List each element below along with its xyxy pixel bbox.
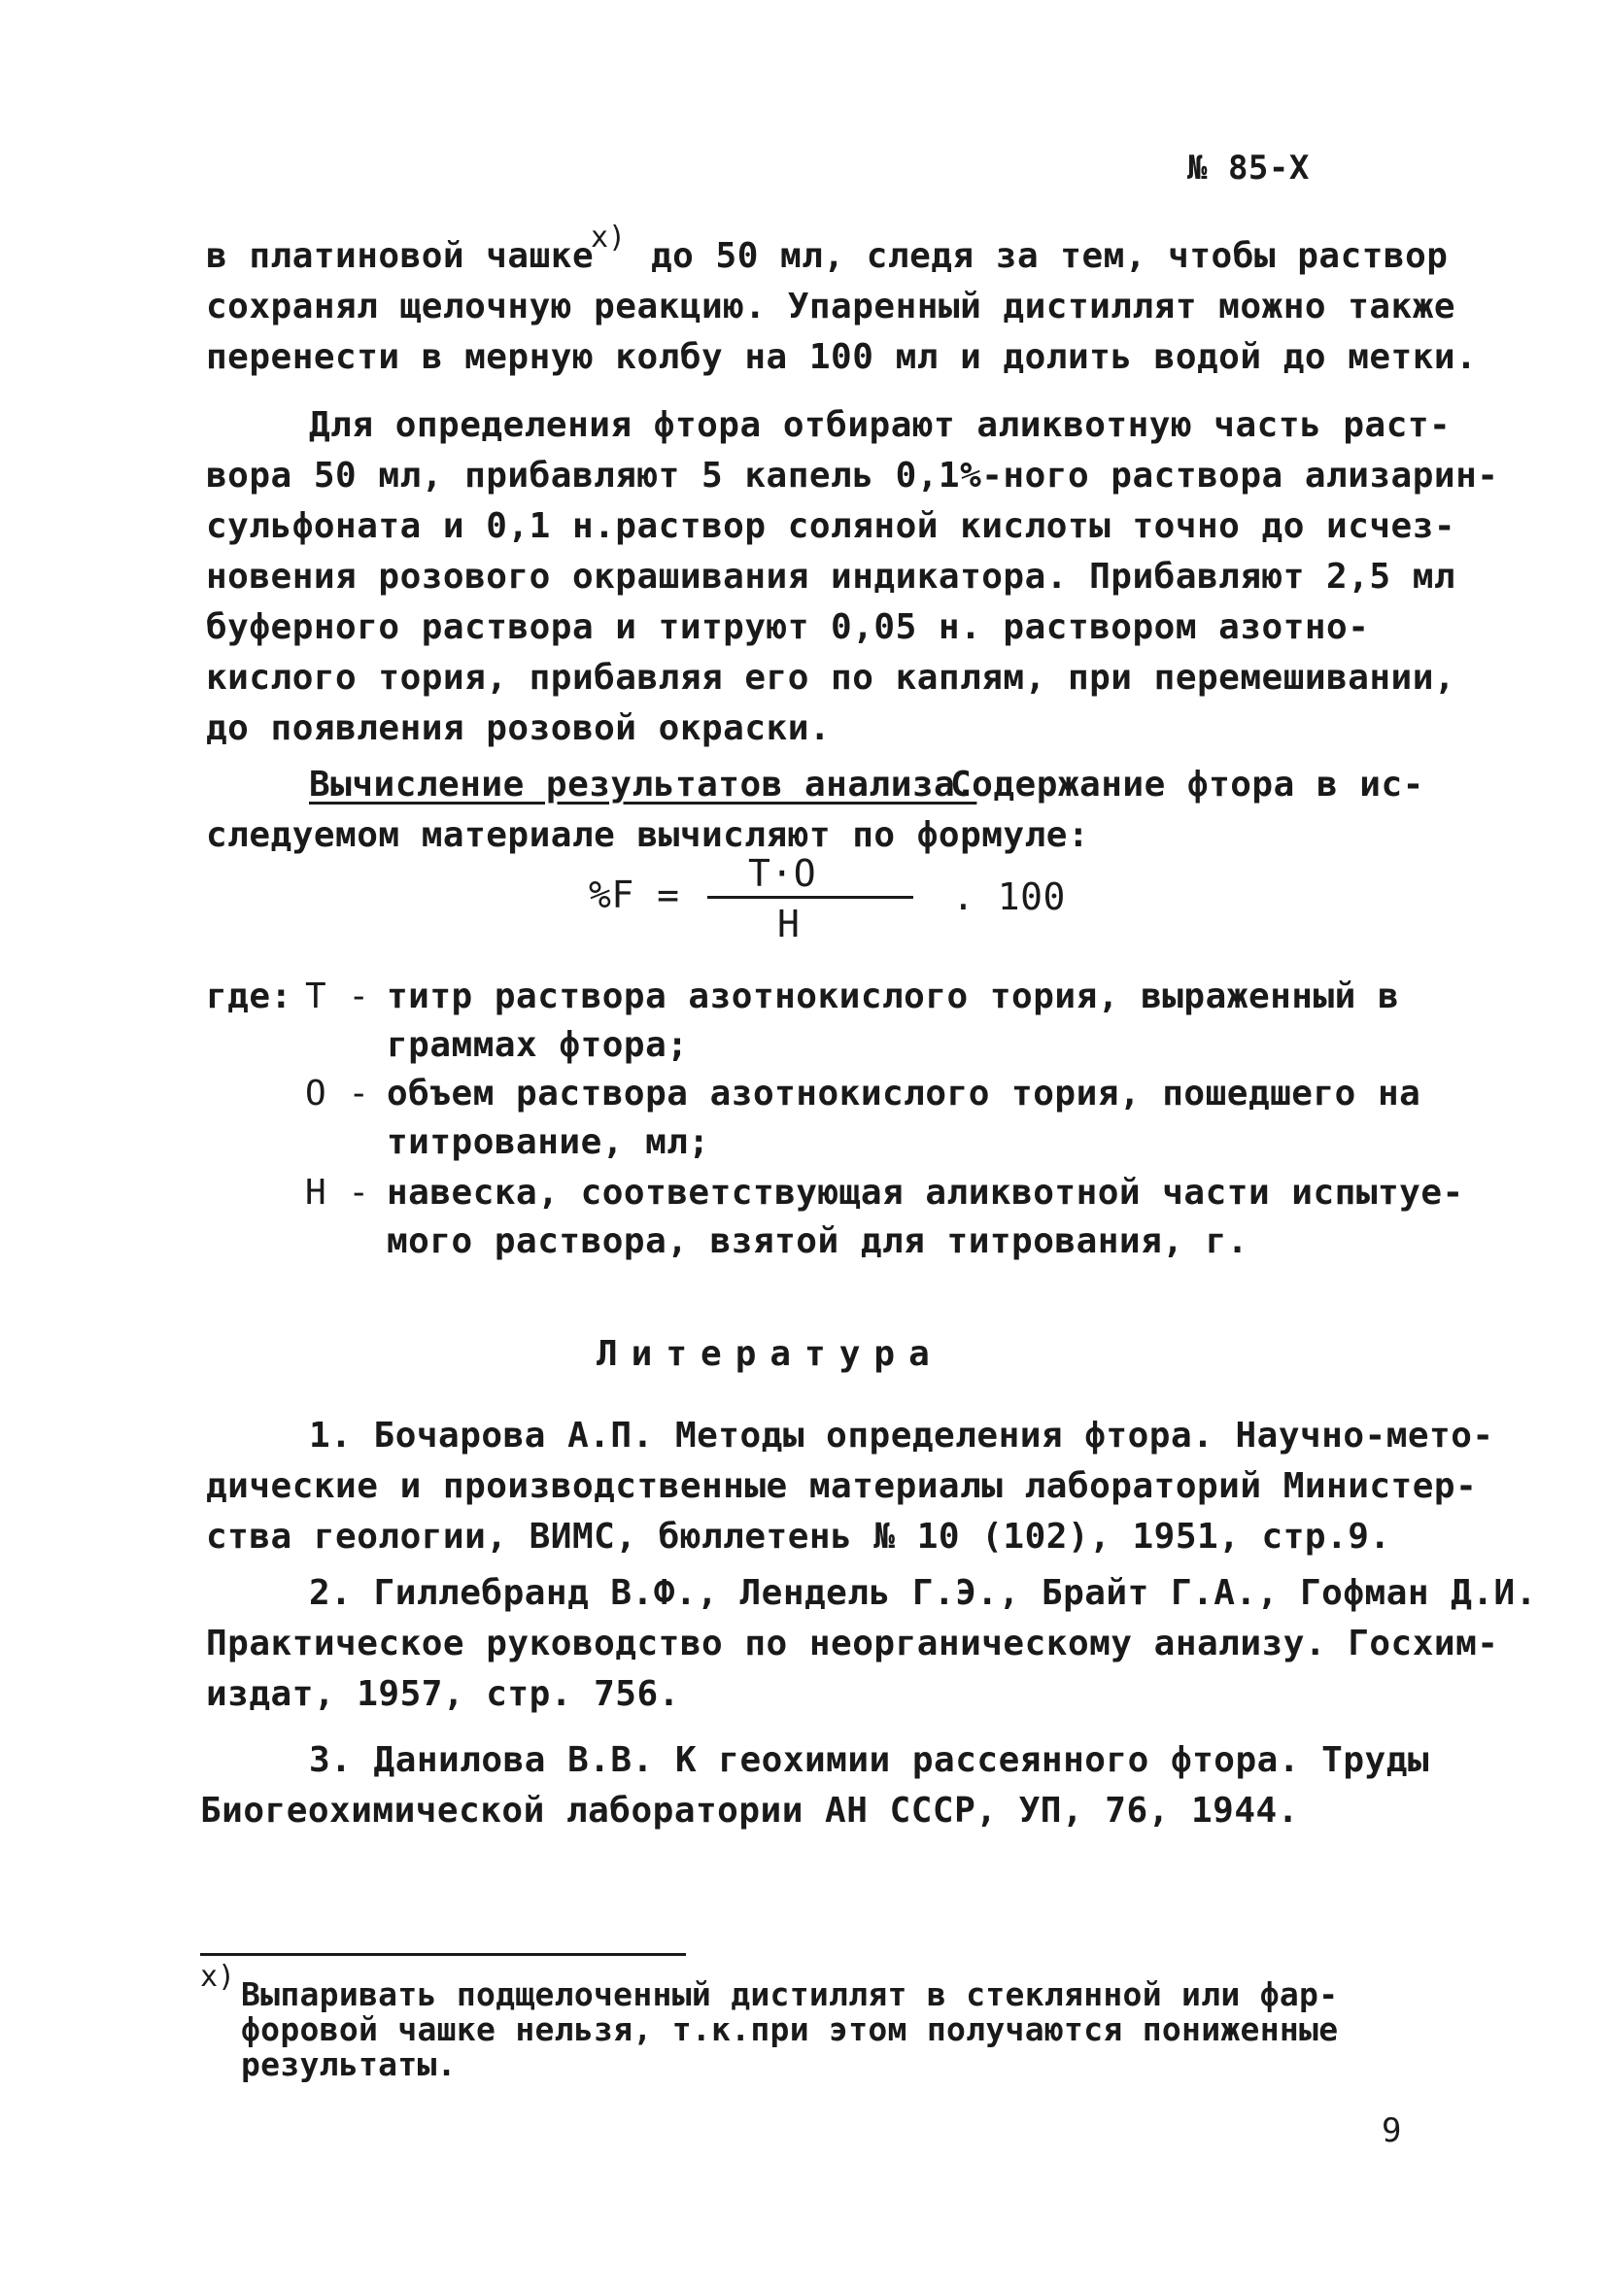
legend-h-line-1: навеска, соответствующая аликвотной части испытуе- (387, 1173, 1464, 1213)
document-number: № 85-Х (1187, 149, 1310, 188)
fraction-bar (707, 896, 913, 899)
footnote-line-1: Выпаривать подщелоченный дистиллят в стеклянной или фар- (241, 1975, 1339, 2013)
footnote-mark: х) (200, 1960, 236, 1994)
ref3-line-2: Биогеохимической лаборатории АН СССР, УП, 76, 1944. (200, 1791, 1299, 1831)
para2-line-4: новения розового окрашивания индикатора. Прибавляют 2,5 мл (206, 557, 1456, 597)
calc-heading: Вычисление результатов анализа. (309, 765, 977, 805)
ref1-line-3: ства геологии, ВИМС, бюллетень № 10 (102), 1951, стр.9. (206, 1517, 1391, 1557)
ref1-line-1: 1. Бочарова А.П. Методы определения фтора. Научно-мето- (309, 1416, 1494, 1456)
legend-symbol-h: Н - (305, 1173, 370, 1213)
para2-line-1: Для определения фтора отбирают аликвотную часть раст- (309, 405, 1452, 445)
formula-multiplier: . 100 (952, 875, 1066, 918)
legend-t-line-2: граммах фтора; (387, 1025, 689, 1065)
ref1-line-2: дические и производственные материалы лабораторий Министер- (206, 1466, 1478, 1506)
legend-o-line-2: титрование, мл; (387, 1122, 710, 1162)
para2-line-3: сульфоната и 0,1 н.раствор соляной кислоты точно до исчез- (206, 506, 1456, 546)
ref2-line-3: издат, 1957, стр. 756. (206, 1674, 680, 1714)
ref2-line-1: 2. Гиллебранд В.Ф., Лендель Г.Э., Брайт Г.А., Гофман Д.И. (309, 1573, 1537, 1613)
legend-h-line-2: мого раствора, взятой для титрования, г. (387, 1221, 1248, 1261)
legend-o-line-1: объем раствора азотнокислого тория, пошедшего на (387, 1074, 1421, 1114)
footnote-line-3: результаты. (241, 2045, 457, 2083)
legend-t-line-1: титр раствора азотнокислого тория, выраженный в (387, 977, 1400, 1016)
footnote-line-2: форовой чашке нельзя, т.к.при этом получаются пониженные (241, 2010, 1339, 2048)
para1-line-2: сохранял щелочную реакцию. Упаренный дистиллят можно также (206, 287, 1456, 326)
calc-line-1-rest: Содержание фтора в ис- (950, 765, 1424, 805)
formula-denominator: H (777, 903, 801, 945)
footnote-separator (200, 1953, 686, 1956)
formula-lhs: %F = (589, 874, 680, 916)
literature-title: Литература (597, 1334, 943, 1374)
para2-line-6: кислого тория, прибавляя его по каплям, при перемешивании, (206, 658, 1456, 698)
footnote-reference-mark: х) (591, 221, 627, 255)
legend-symbol-o: О - (305, 1074, 370, 1114)
legend-where: где: (206, 977, 292, 1016)
para1-line-1b: до 50 мл, следя за тем, чтобы раствор (651, 236, 1449, 276)
page-number: 9 (1382, 2111, 1402, 2150)
ref3-line-1: 3. Данилова В.В. К геохимии рассеянного фтора. Труды (309, 1740, 1430, 1780)
legend-symbol-t: Т - (305, 977, 370, 1016)
para2-line-2: вора 50 мл, прибавляют 5 капель 0,1%-ного раствора ализарин- (206, 456, 1499, 496)
ref2-line-2: Практическое руководство по неорганическому анализу. Госхим- (206, 1624, 1499, 1663)
calc-line-2: следуемом материале вычисляют по формуле: (206, 815, 1090, 855)
para1-line-1a: в платиновой чашке (206, 236, 595, 276)
formula-numerator: T·O (748, 852, 817, 895)
para1-line-3: перенести в мерную колбу на 100 мл и долить водой до метки. (206, 337, 1478, 377)
para2-line-5: буферного раствора и титруют 0,05 н. раствором азотно- (206, 607, 1370, 647)
para2-line-7: до появления розовой окраски. (206, 708, 832, 748)
